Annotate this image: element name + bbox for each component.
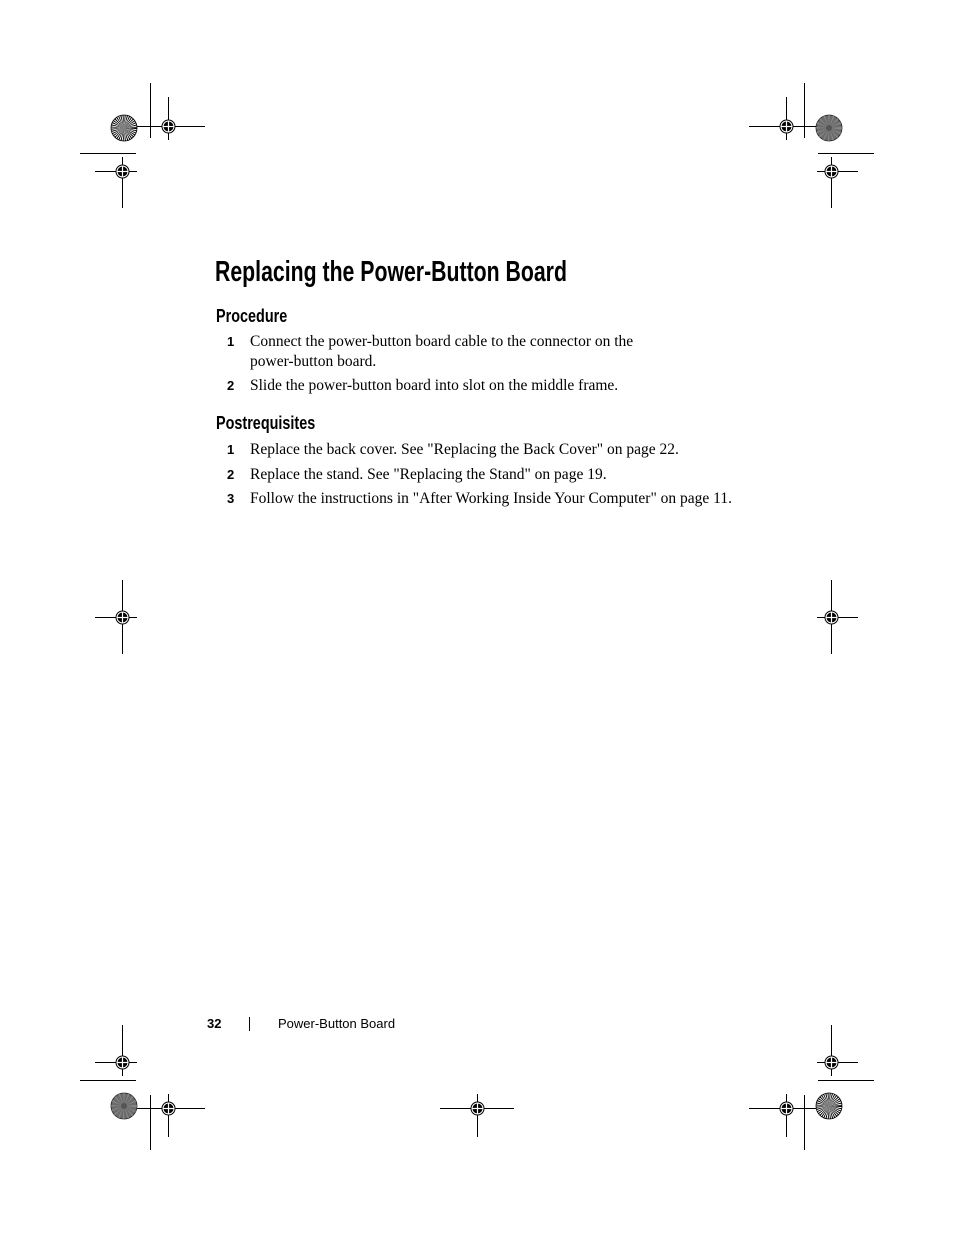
step-text: Slide the power-button board into slot on the middle frame. <box>250 377 619 394</box>
procedure-heading: Procedure <box>216 306 288 326</box>
page-title: Replacing the Power-Button Board <box>215 256 567 288</box>
registration-target-icon <box>471 1102 484 1115</box>
postrequisites-steps <box>227 440 732 514</box>
registration-target-icon <box>116 165 129 178</box>
registration-target-icon <box>162 1102 175 1115</box>
registration-target-bottom-right <box>749 1094 823 1137</box>
registration-target-right-upper <box>817 157 858 208</box>
registration-target-icon <box>825 611 838 624</box>
registration-target-icon <box>825 165 838 178</box>
registration-target-mid-right <box>817 580 858 654</box>
gray-density-mark-icon <box>816 115 842 141</box>
list-item <box>227 489 732 509</box>
step-number: 1 <box>227 442 235 457</box>
step-number: 1 <box>227 334 235 349</box>
running-footer-title: Power-Button Board <box>278 1016 396 1031</box>
step-text-line: Connect the power-button board cable to the connector on the <box>250 333 634 350</box>
list-item <box>227 376 633 396</box>
crop-mark-bottom-right <box>805 1081 875 1151</box>
starburst-mark-icon <box>816 1093 842 1119</box>
step-text <box>250 332 633 371</box>
list-item <box>227 465 732 485</box>
registration-target-icon <box>780 120 793 133</box>
registration-target-icon <box>116 1056 129 1069</box>
crop-mark-top-right <box>805 83 875 154</box>
registration-target-icon <box>116 611 129 624</box>
list-item <box>227 440 732 460</box>
registration-target-bottom-center <box>440 1094 514 1137</box>
postrequisites-heading: Postrequisites <box>216 413 316 433</box>
registration-target-left-upper <box>95 157 137 208</box>
step-text: Replace the stand. See "Replacing the Stand" on page 19. <box>250 465 607 483</box>
footer-separator <box>249 1017 250 1031</box>
registration-target-icon <box>780 1102 793 1115</box>
starburst-mark-icon <box>111 115 137 141</box>
procedure-steps <box>227 332 633 401</box>
registration-target-top-left <box>131 97 205 140</box>
registration-target-icon <box>162 120 175 133</box>
step-number: 2 <box>227 466 235 482</box>
list-item <box>227 332 633 371</box>
registration-target-top-right <box>749 97 823 140</box>
registration-target-left-lower <box>95 1025 137 1076</box>
crop-mark-bottom-left <box>80 1081 151 1151</box>
registration-target-icon <box>825 1056 838 1069</box>
step-text-line: power-button board. <box>250 352 377 370</box>
registration-target-bottom-left <box>131 1094 205 1137</box>
registration-target-mid-left <box>95 580 137 654</box>
crop-mark-top-left <box>80 83 151 154</box>
step-number: 2 <box>227 378 235 393</box>
step-text: Follow the instructions in "After Working Inside Your Computer" on page 11. <box>250 490 732 507</box>
step-text: Replace the back cover. See "Replacing the Back Cover" on page 22. <box>250 441 679 458</box>
registration-target-right-lower <box>817 1025 858 1076</box>
gray-density-mark-icon <box>111 1093 137 1119</box>
page-number: 32 <box>207 1016 222 1031</box>
step-number: 3 <box>227 491 235 506</box>
